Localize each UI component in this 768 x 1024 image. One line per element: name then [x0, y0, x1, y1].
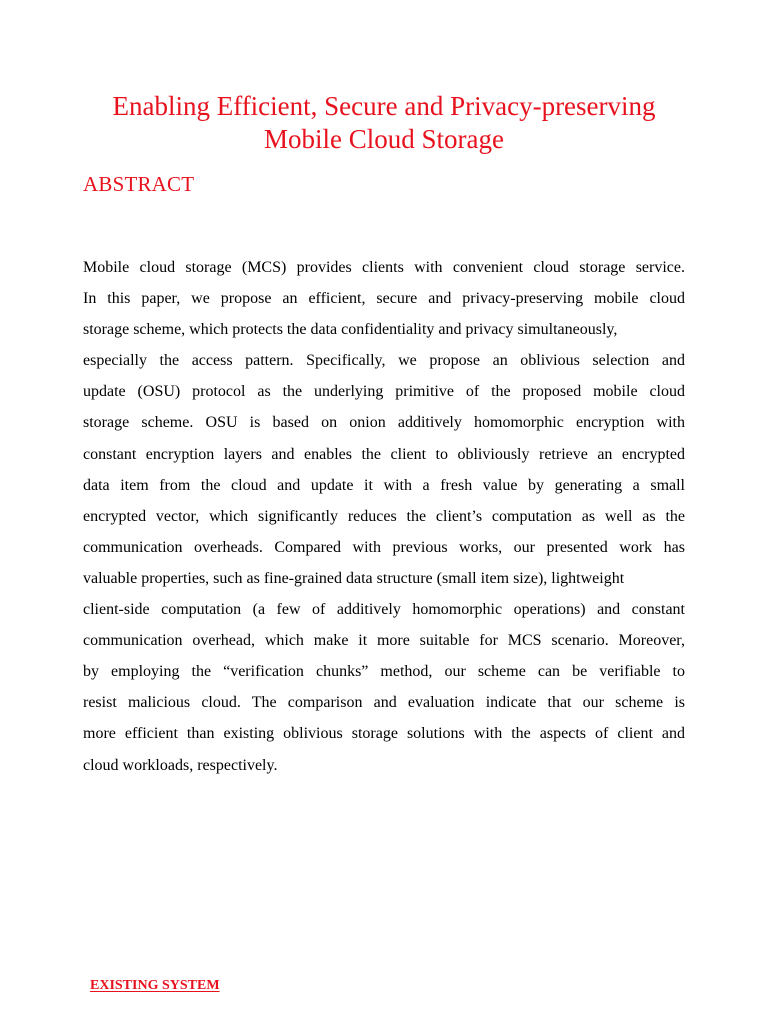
abstract-line: Mobile cloud storage (MCS) provides clients with convenient cloud storage service.	[83, 259, 685, 276]
abstract-line: resist malicious cloud. The comparison and evaluation indicate that our scheme is	[83, 694, 685, 712]
title-line-1: Enabling Efficient, Secure and Privacy-preserving	[112, 91, 656, 121]
paper-title	[0, 90, 768, 156]
abstract-line: by employing the “verification chunks” method, our scheme can be verifiable to	[83, 663, 685, 681]
abstract-line: communication overhead, which make it more suitable for MCS scenario. Moreover,	[83, 632, 685, 650]
existing-system-heading: EXISTING SYSTEM	[90, 978, 220, 993]
abstract-line: storage scheme, which protects the data confidentiality and privacy simultaneously,	[83, 321, 618, 339]
abstract-line: especially the access pattern. Specifically, we propose an oblivious selection and	[83, 352, 685, 370]
abstract-line: In this paper, we propose an efficient, secure and privacy-preserving mobile cloud	[83, 290, 685, 308]
abstract-line: storage scheme. OSU is based on onion additively homomorphic encryption with	[83, 414, 685, 432]
abstract-line: communication overheads. Compared with previous works, our presented work has	[83, 538, 685, 556]
title-line-2: Mobile Cloud Storage	[264, 124, 504, 154]
abstract-line: constant encryption layers and enables the client to obliviously retrieve an encrypted	[83, 445, 685, 463]
abstract-heading: ABSTRACT	[83, 172, 195, 196]
abstract-line: data item from the cloud and update it with a fresh value by generating a small	[83, 476, 685, 494]
abstract-body	[83, 252, 685, 781]
abstract-line: cloud workloads, respectively.	[83, 756, 278, 774]
abstract-line: update (OSU) protocol as the underlying primitive of the proposed mobile cloud	[83, 383, 685, 401]
abstract-line: encrypted vector, which significantly reduces the client’s computation as well as the	[83, 507, 685, 525]
abstract-line: valuable properties, such as fine-grained data structure (small item size), lightweight	[83, 569, 625, 587]
abstract-line: client-side computation (a few of additively homomorphic operations) and constant	[83, 601, 685, 619]
abstract-line: more efficient than existing oblivious storage solutions with the aspects of client and	[83, 725, 685, 743]
